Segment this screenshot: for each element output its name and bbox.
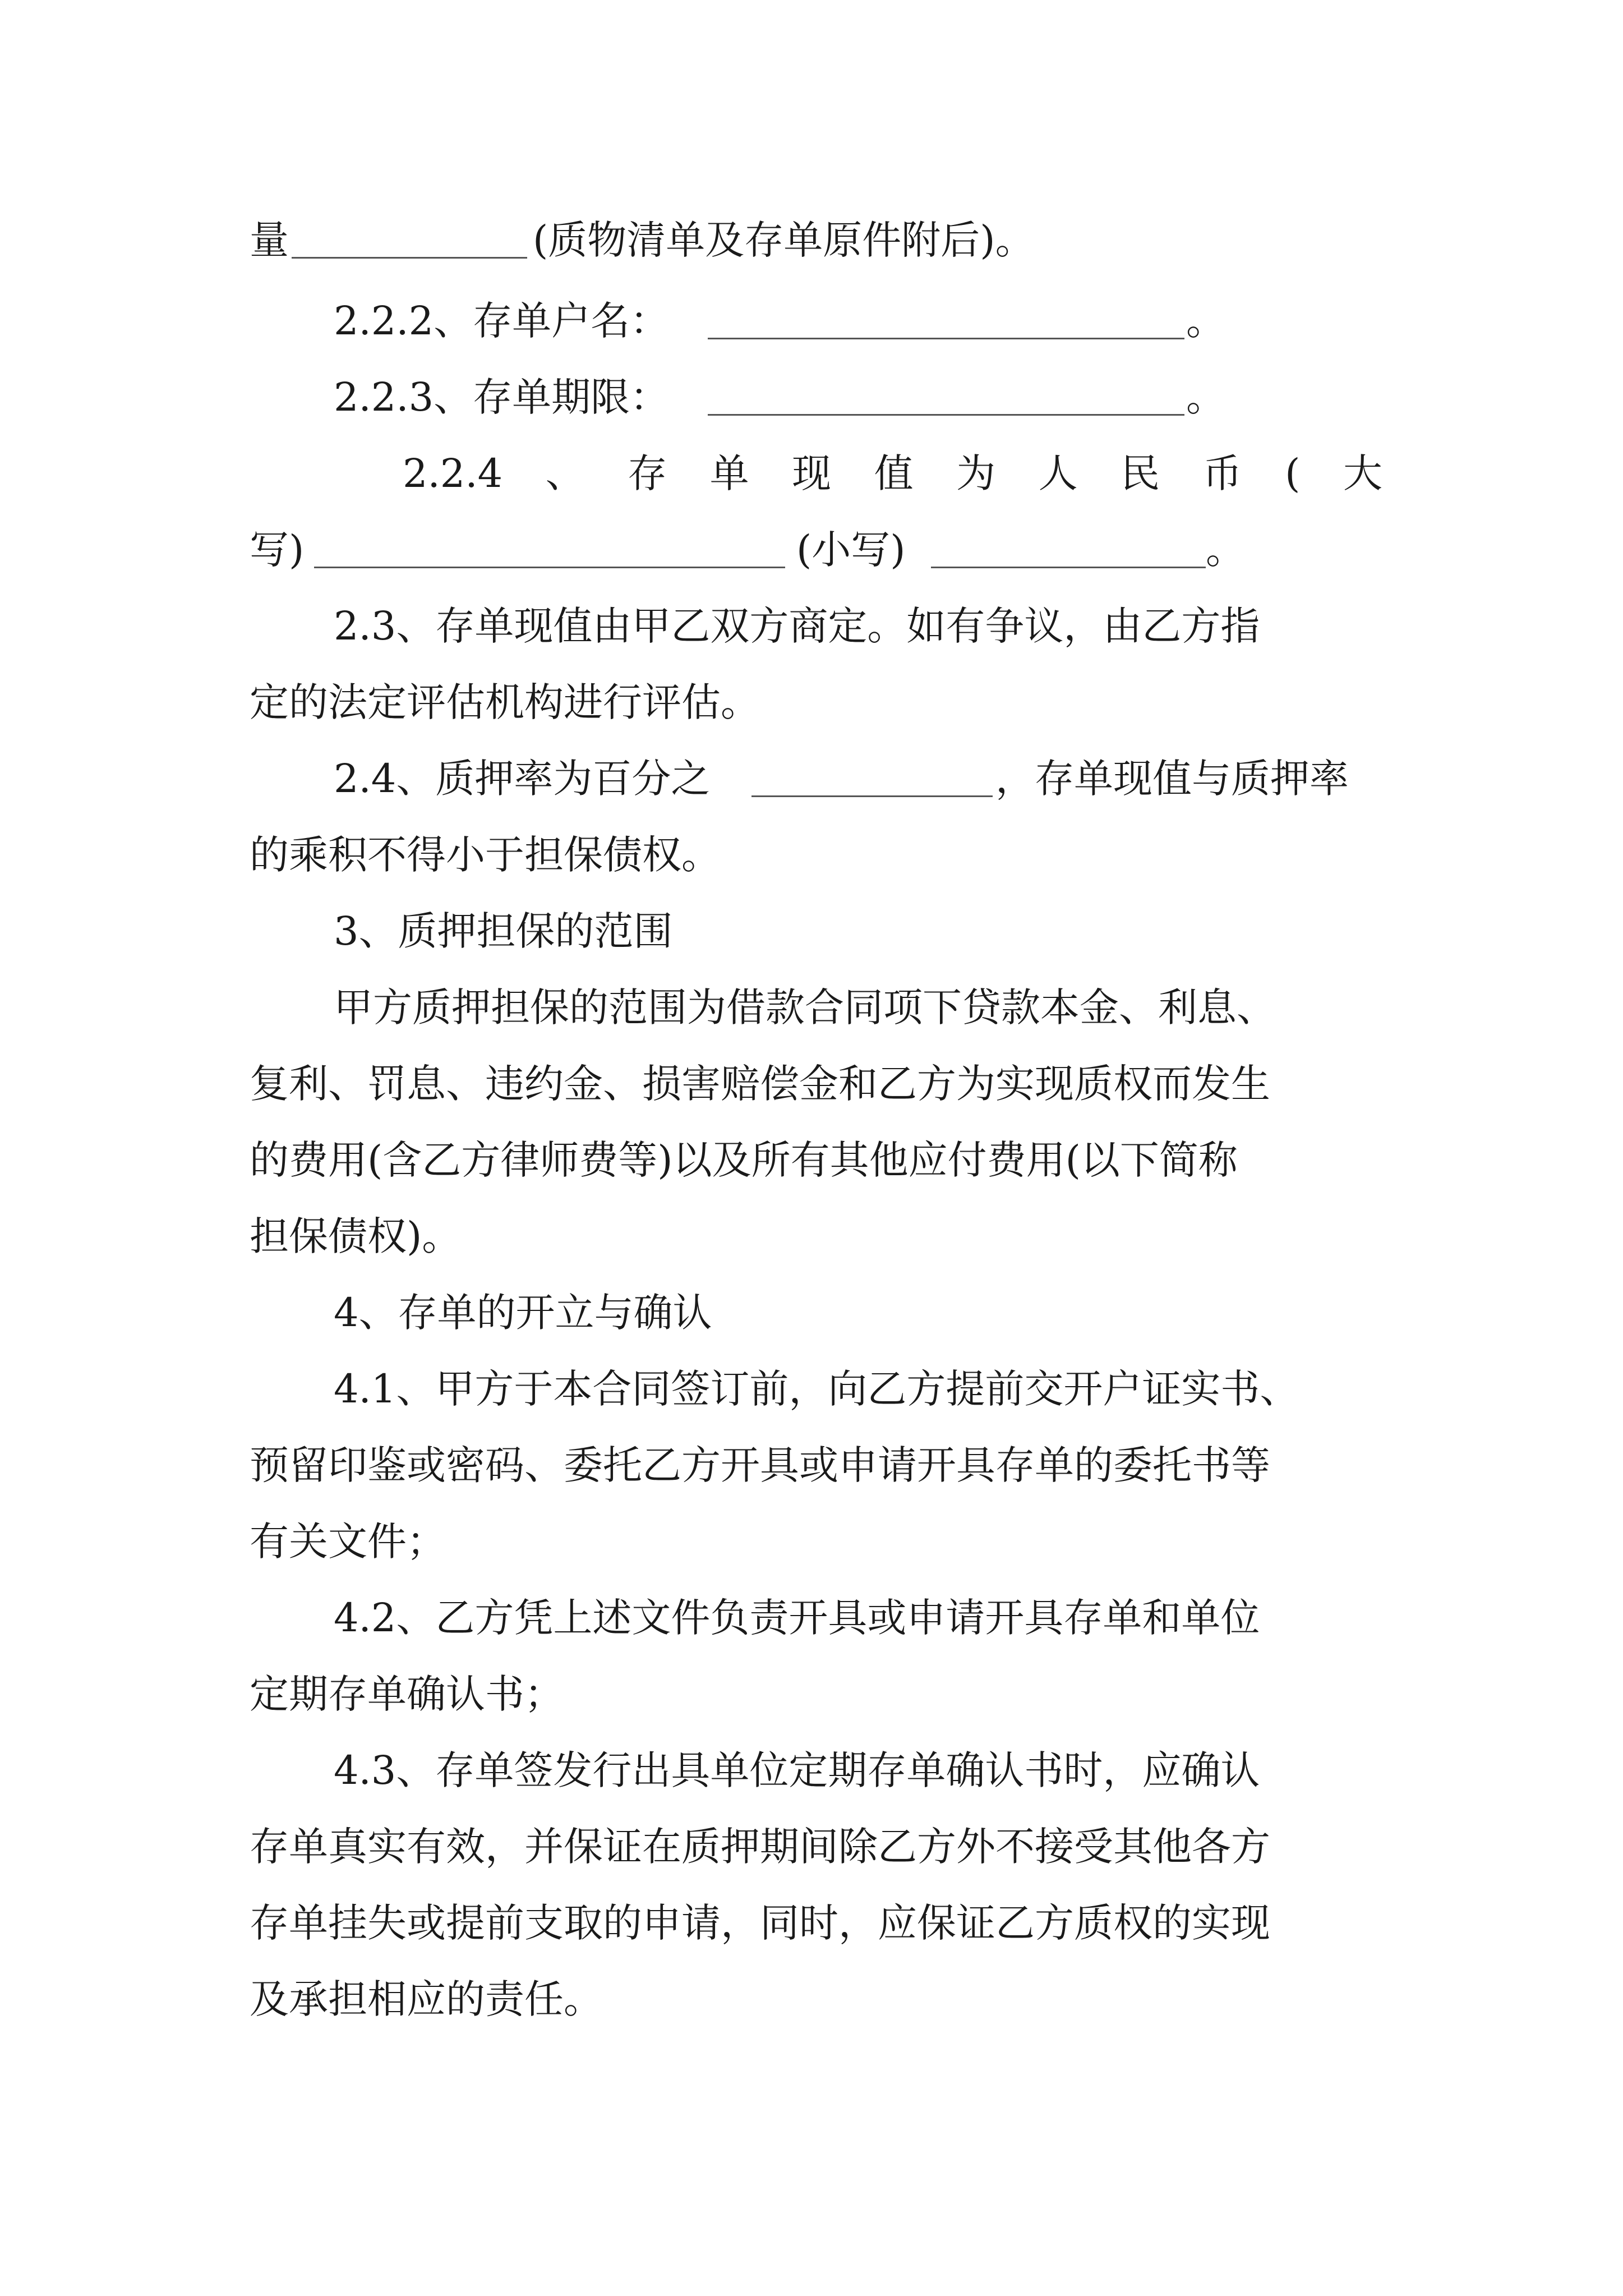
paragraph-text: 甲方质押担保的范围为借款合同项下贷款本金、利息、 [334, 984, 1276, 1030]
blank-pledge-rate[interactable] [751, 795, 993, 797]
char: 大 [1343, 450, 1382, 496]
section-title: 3、质押担保的范围 [334, 908, 673, 954]
paragraph-text: 4.2、乙方凭上述文件负责开具或申请开具存单和单位 [334, 1595, 1260, 1641]
text-attachment-note: (质物清单及存单原件附后)。 [533, 217, 1035, 263]
line-clause-2-4-cont [0, 817, 1623, 893]
text-quantity: 量 [250, 217, 289, 263]
blank-quantity[interactable] [292, 257, 527, 259]
paragraph-text: 的乘积不得小于担保债权。 [250, 832, 721, 878]
blank-amount-lowercase[interactable] [931, 567, 1206, 568]
line-clause-4-3-cont [0, 1885, 1623, 1961]
paragraph-text: 有关文件； [250, 1519, 446, 1565]
char: 现 [792, 450, 832, 496]
line-clause-4-3 [0, 1732, 1623, 1809]
text-account-name-label: 2.2.2、存单户名： [334, 298, 670, 344]
justified-text [403, 435, 1382, 512]
char: 值 [874, 450, 914, 496]
char: 币 [1202, 450, 1242, 496]
blank-deposit-term[interactable] [708, 414, 1184, 416]
paragraph-text: 担保债权)。 [250, 1213, 462, 1259]
line-value-amounts [0, 512, 1623, 588]
line-clause-2-4 [0, 740, 1623, 817]
paragraph-text: 存单挂失或提前支取的申请，同时，应保证乙方质权的实现 [250, 1900, 1270, 1946]
line-clause-4-3-cont [0, 1809, 1623, 1885]
section-heading-4 [0, 1274, 1623, 1351]
paragraph-text: 存单真实有效，并保证在质押期间除乙方外不接受其他各方 [250, 1824, 1270, 1870]
line-current-value [0, 435, 1623, 512]
section-heading-3 [0, 893, 1623, 969]
text-lowercase-label: (小写) [796, 527, 906, 573]
line-clause-4-3-cont [0, 1961, 1623, 2037]
paragraph-text: 定期存单确认书； [250, 1671, 564, 1717]
line-clause-2-3-cont [0, 664, 1623, 740]
paragraph-text: 预留印鉴或密码、委托乙方开具或申请开具存单的委托书等 [250, 1442, 1270, 1488]
text-pledge-rate-tail: ，存单现值与质押率 [995, 756, 1349, 802]
line-clause-4-2 [0, 1580, 1623, 1656]
char: 单 [709, 450, 749, 496]
paragraph-text: 4.3、存单签发行出具单位定期存单确认书时，应确认 [334, 1747, 1260, 1793]
paragraph-text: 的费用(含乙方律师费等)以及所有其他应付费用(以下简称 [250, 1137, 1238, 1183]
char: 存 [628, 450, 667, 496]
blank-account-name[interactable] [708, 338, 1184, 339]
paragraph-text: 复利、罚息、违约金、损害赔偿金和乙方为实现质权而发生 [250, 1061, 1270, 1107]
section-title: 4、存单的开立与确认 [334, 1290, 712, 1336]
line-clause-4-1 [0, 1351, 1623, 1427]
paragraph-text: 2.3、存单现值由甲乙双方商定。如有争议，由乙方指 [334, 603, 1260, 649]
text-period: 。 [1186, 298, 1225, 344]
line-scope [0, 969, 1623, 1046]
line-account-name [0, 283, 1623, 359]
text-deposit-term-label: 2.2.3、存单期限： [334, 374, 670, 420]
paragraph-text: 定的法定评估机构进行评估。 [250, 679, 760, 725]
line-clause-2-3 [0, 588, 1623, 664]
text-uppercase-label: 写) [250, 527, 305, 573]
paragraph-text: 4.1、甲方于本合同签订前，向乙方提前交开户证实书、 [334, 1366, 1299, 1412]
text-period: 。 [1206, 527, 1245, 573]
blank-amount-uppercase[interactable] [314, 567, 785, 568]
char: 民 [1121, 450, 1160, 496]
line-scope-cont [0, 1046, 1623, 1122]
char: 为 [956, 450, 996, 496]
text-pledge-rate-label: 2.4、质押率为百分之 [334, 756, 711, 802]
line-clause-4-1-cont [0, 1427, 1623, 1503]
paragraph-text: 及承担相应的责任。 [250, 1976, 603, 2022]
line-deposit-term [0, 359, 1623, 435]
line-clause-4-2-cont [0, 1656, 1623, 1732]
line-scope-cont [0, 1198, 1623, 1274]
char: ( [1285, 450, 1301, 496]
line-pledge-list [0, 202, 1623, 278]
char: 人 [1038, 450, 1078, 496]
text-period: 。 [1186, 374, 1225, 420]
line-clause-4-1-cont [0, 1503, 1623, 1580]
char: 2.2.4 [403, 450, 503, 496]
line-scope-cont [0, 1122, 1623, 1198]
char: 、 [545, 450, 585, 496]
